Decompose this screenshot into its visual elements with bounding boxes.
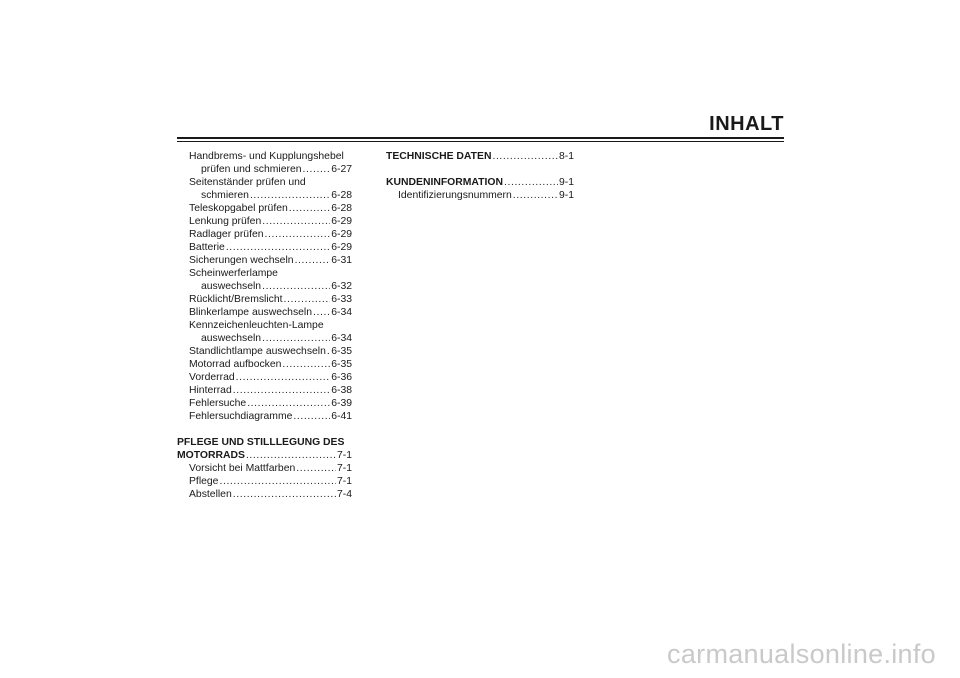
toc-entry-title: Identifizierungsnummern [398,190,512,201]
toc-section-heading[interactable] [177,449,352,462]
toc-entry-page: 6-28 [331,203,352,214]
toc-entry[interactable] [177,306,352,319]
toc-entry[interactable] [177,293,352,306]
section-gap [177,423,352,436]
toc-entry[interactable] [177,215,352,228]
toc-section-page: 7-1 [336,450,352,461]
toc-entry-page: 6-35 [331,359,352,370]
dot-leader [226,241,330,254]
toc-entry[interactable] [177,410,352,423]
toc-entry-page: 7-4 [336,489,352,500]
toc-entry-title: auswechseln [201,333,262,344]
toc-section-title: TECHNISCHE DATEN [386,151,492,162]
toc-entry[interactable] [177,254,352,267]
toc-entry[interactable] [177,189,352,202]
toc-entry-title: Fehlersuche [189,398,247,409]
toc-entry[interactable] [177,228,352,241]
dot-leader [247,397,330,410]
dot-leader [284,293,331,306]
toc-section-heading[interactable] [386,176,574,189]
toc-entry-title: Abstellen [189,489,232,500]
toc-entry[interactable] [386,189,574,202]
dot-leader [233,384,330,397]
toc-entry-title: Radlager prüfen [189,229,264,240]
dot-leader [295,254,331,267]
toc-entry-title: Batterie [189,242,225,253]
toc-entry-page: 6-29 [331,216,352,227]
toc-entry[interactable] [177,397,352,410]
toc-entry-page: 6-34 [331,333,352,344]
toc-entry-page: 6-38 [331,385,352,396]
toc-entry[interactable] [177,280,352,293]
toc-entry-page: 6-28 [331,190,352,201]
toc-left-column [177,150,352,501]
dot-leader [236,371,331,384]
dot-leader [293,410,330,423]
dot-leader [282,358,330,371]
toc-entry-title: Vorderrad [189,372,235,383]
dot-leader [262,280,330,293]
toc-entry[interactable] [177,163,352,176]
toc-entry-title: Rücklicht/Bremslicht [189,294,283,305]
dot-leader [246,449,336,462]
toc-entry-title: schmieren [201,190,249,201]
toc-entry[interactable] [177,345,352,358]
toc-entry-title: Hinterrad [189,385,232,396]
title-rule [177,137,784,139]
toc-entry-page: 7-1 [336,463,352,474]
dot-leader [219,475,336,488]
toc-entry[interactable] [177,462,352,475]
toc-entry-title: Blinkerlampe auswechseln [189,307,313,318]
dot-leader [504,176,558,189]
toc-entry-label: Handbrems- und Kupplungshebel [189,151,344,162]
dot-leader [296,462,336,475]
toc-section-page: 8-1 [558,151,574,162]
toc-entry[interactable] [177,241,352,254]
toc-entry-title: Lenkung prüfen [189,216,262,227]
dot-leader [303,163,331,176]
toc-entry-label: Scheinwerferlampe [189,268,278,279]
dot-leader [265,228,331,241]
toc-entry-page: 6-35 [331,346,352,357]
toc-entry-page: 6-27 [331,164,352,175]
dot-leader [233,488,336,501]
toc-section-heading-label: PFLEGE UND STILLLEGUNG DES [177,437,345,448]
dot-leader [313,306,330,319]
toc-section-page: 9-1 [558,177,574,188]
toc-section-title: MOTORRADS [177,450,245,461]
toc-entry-title: auswechseln [201,281,262,292]
toc-entry[interactable] [177,332,352,345]
dot-leader [262,332,330,345]
toc-entry-title: Motorrad aufbocken [189,359,282,370]
dot-leader [513,189,558,202]
toc-entry-page: 6-31 [331,255,352,266]
toc-entry-label: Seitenständer prüfen und [189,177,306,188]
watermark: carmanualsonline.info [667,639,936,669]
toc-entry[interactable] [177,384,352,397]
toc-entry[interactable] [177,488,352,501]
toc-entry-title: prüfen und schmieren [201,164,302,175]
toc-entry-title: Standlichtlampe auswechseln [189,346,326,357]
toc-entry[interactable] [177,475,352,488]
toc-entry[interactable] [177,358,352,371]
dot-leader [327,345,330,358]
toc-entry-page: 6-39 [331,398,352,409]
toc-entry-page: 7-1 [336,476,352,487]
toc-entry-title: Teleskopgabel prüfen [189,203,288,214]
page-title: INHALT [709,113,784,135]
toc-entry-label: Kennzeichenleuchten-Lampe [189,320,324,331]
toc-entry-page: 6-36 [331,372,352,383]
toc-right-column [386,150,574,202]
toc-entry-page: 6-41 [331,411,352,422]
toc-entry-page: 9-1 [558,190,574,201]
toc-section-title: KUNDENINFORMATION [386,177,503,188]
toc-entry-title: Pflege [189,476,219,487]
toc-entry-page: 6-29 [331,229,352,240]
toc-entry-title: Fehlersuchdiagramme [189,411,293,422]
toc-entry-page: 6-32 [331,281,352,292]
section-gap [386,163,574,176]
toc-entry-title: Vorsicht bei Mattfarben [189,463,296,474]
toc-entry-page: 6-34 [331,307,352,318]
dot-leader [492,150,558,163]
toc-entry[interactable] [177,202,352,215]
toc-section-heading[interactable] [386,150,574,163]
dot-leader [250,189,330,202]
dot-leader [262,215,330,228]
toc-entry[interactable] [177,371,352,384]
toc-entry-page: 6-29 [331,242,352,253]
toc-entry-page: 6-33 [331,294,352,305]
dot-leader [289,202,330,215]
toc-entry-title: Sicherungen wechseln [189,255,294,266]
